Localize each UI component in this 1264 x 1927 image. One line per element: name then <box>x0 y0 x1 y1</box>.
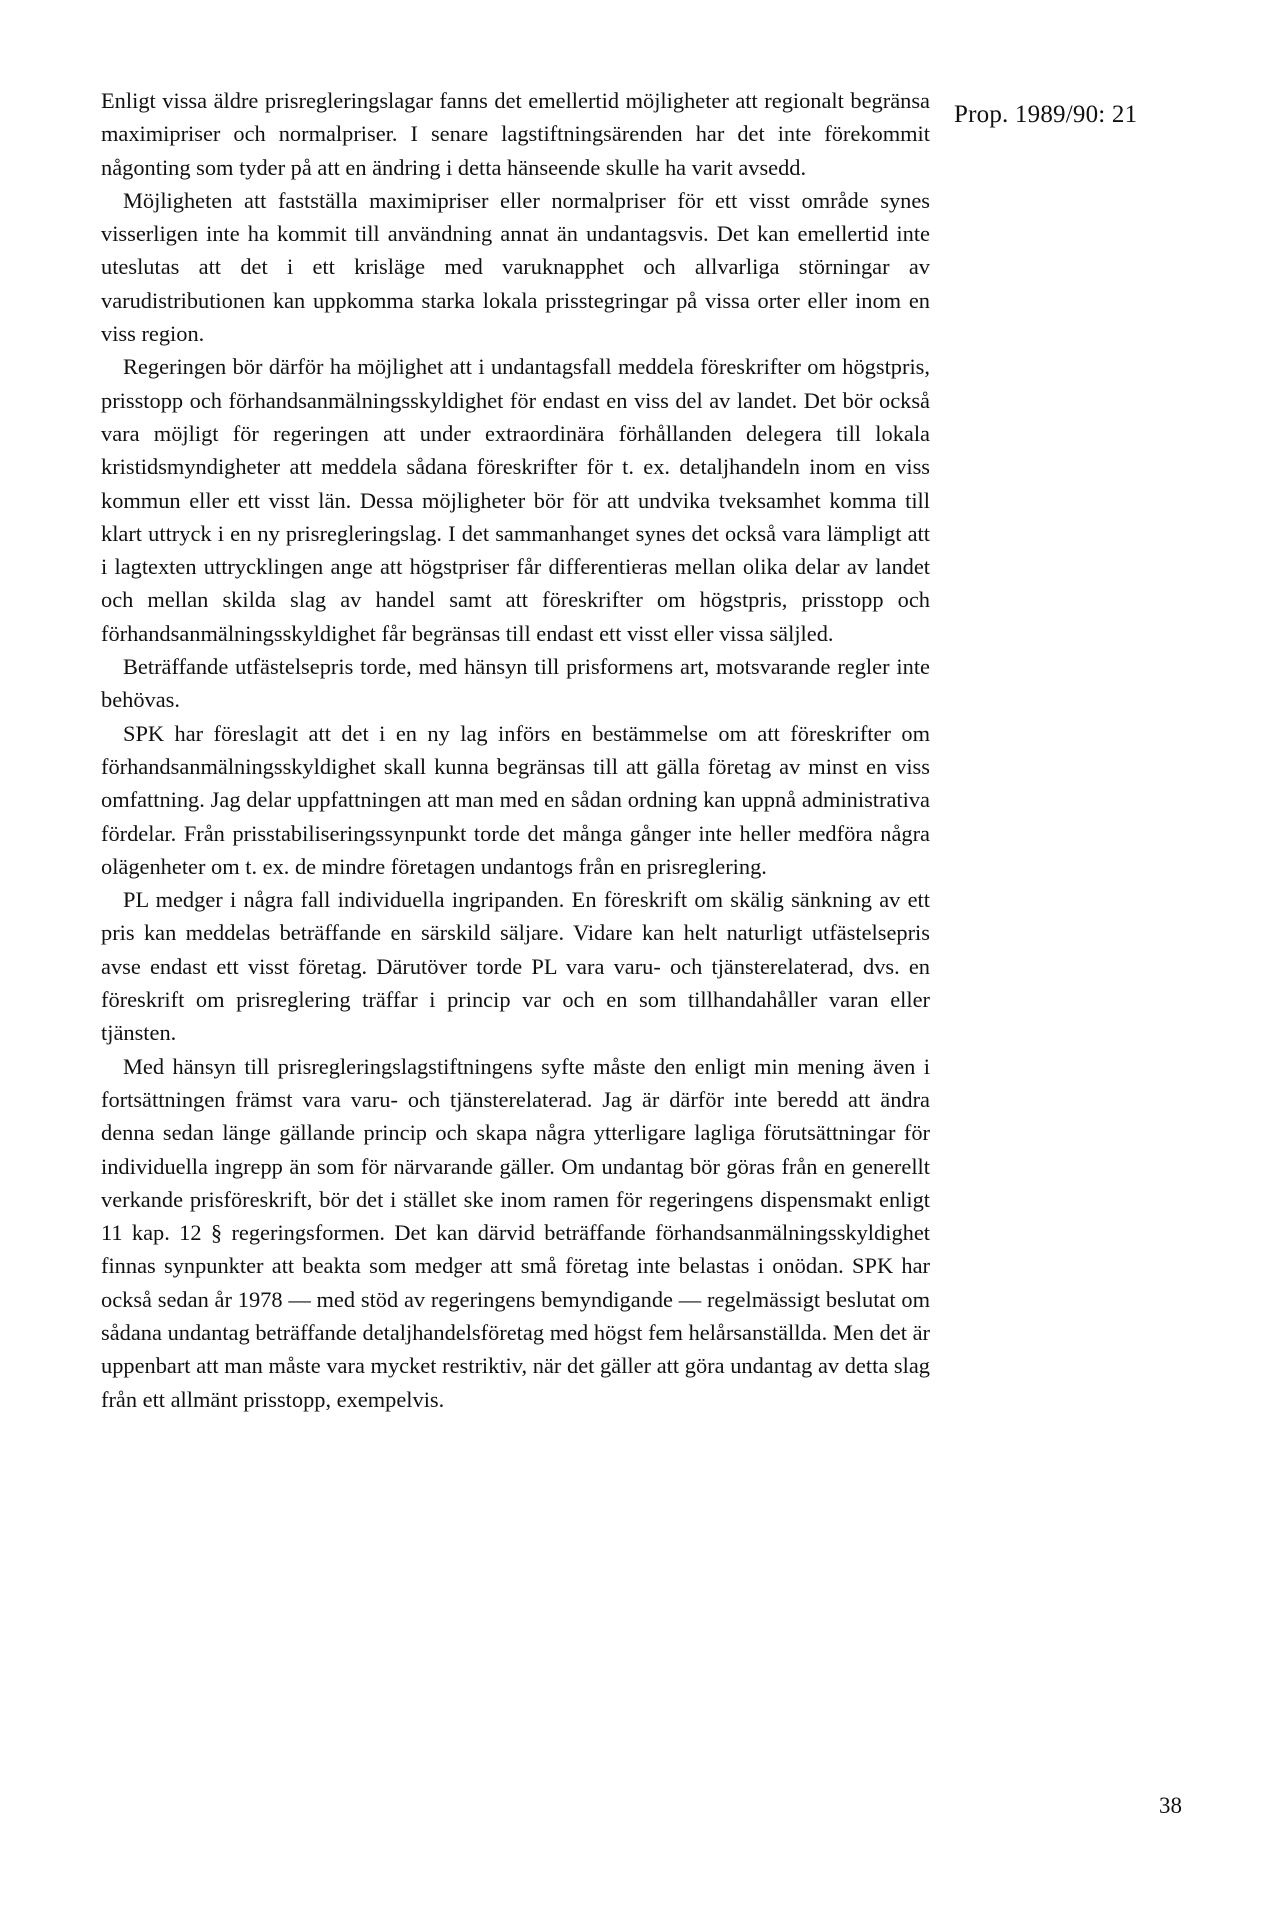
paragraph: Beträffande utfästelsepris torde, med hänsyn till prisformens art, motsvarande regler inte behövas. <box>101 654 930 713</box>
paragraph: Enligt vissa äldre prisregleringslagar fanns det emellertid möjligheter att regionalt begränsa maximipriser och normalpriser. I senare lagstiftningsärenden har det inte förekommit någonting som tyder på att en ändring i detta hänseende skulle ha varit avsedd. <box>101 88 930 180</box>
page-number: 38 <box>1159 1793 1182 1818</box>
body-text <box>101 84 930 1416</box>
paragraph: SPK har föreslagit att det i en ny lag införs en bestämmelse om att föreskrifter om förhandsanmälningsskyldighet skall kunna begränsas till att gälla företag av minst en viss omfattning. Jag delar uppfattningen att man med en sådan ordning kan uppnå administrativa fördelar. Från prisstabiliseringssynpunkt torde det många gånger inte heller medföra några olägenheter om t. ex. de mindre företagen undantogs från en prisreglering. <box>101 720 930 879</box>
paragraph: Med hänsyn till prisregleringslagstiftningens syfte måste den enligt min mening även i fortsättningen främst vara varu- och tjänsterelaterad. Jag är därför inte beredd att ändra denna sedan länge gällande princip och skapa några ytterligare lagliga förutsättningar för individuella ingrepp än som för närvarande gäller. Om undantag bör göras från en generellt verkande prisföreskrift, bör det i stället ske inom ramen för regeringens dispensmakt enligt 11 kap. 12 § regeringsformen. Det kan därvid beträffande förhandsanmälningsskyldighet finnas synpunkter att beakta som medger att små företag inte belastas i onödan. SPK har också sedan år 1978 — med stöd av regeringens bemyndigande — regelmässigt beslutat om sådana undantag beträffande detaljhandelsföretag med högst fem helårsanställda. Men det är uppenbart att man måste vara mycket restriktiv, när det gäller att göra undantag av detta slag från ett allmänt prisstopp, exempelvis. <box>101 1053 930 1412</box>
paragraph: PL medger i några fall individuella ingripanden. En föreskrift om skälig sänkning av ett pris kan meddelas beträffande en särskild säljare. Vidare kan helt naturligt utfästelsepris avse endast ett visst företag. Därutöver torde PL vara varu- och tjänsterelaterad, dvs. en föreskrift om prisreglering träffar i princip var och en som tillhandahåller varan eller tjänsten. <box>101 887 930 1046</box>
paragraph: Möjligheten att fastställa maximipriser eller normalpriser för ett visst område synes visserligen inte ha kommit till användning annat än undantagsvis. Det kan emellertid inte uteslutas att det i ett krisläge med varuknapphet och allvarliga störningar av varudistributionen kan uppkomma starka lokala prisstegringar på vissa orter eller inom en viss region. <box>101 187 930 347</box>
proposition-reference: Prop. 1989/90: 21 <box>954 101 1138 128</box>
paragraph: Regeringen bör därför ha möjlighet att i undantagsfall meddela föreskrifter om högstpris, prisstopp och förhandsanmälningsskyldighet för endast en viss del av landet. Det bör också vara möjligt för regeringen att under extraordinära förhållanden delegera till lokala kristidsmyndigheter att meddela sådana föreskrifter för t. ex. detaljhandeln inom en viss kommun eller ett visst län. Dessa möjligheter bör för att undvika tveksamhet komma till klart uttryck i en ny prisregleringslag. I det sammanhanget synes det också vara lämpligt att i lagtexten uttrycklingen ange att högstpriser får differentieras mellan olika delar av landet och mellan skilda slag av handel samt att föreskrifter om högstpris, prisstopp och förhandsanmälningsskyldighet får begränsas till endast ett visst eller vissa säljled. <box>101 354 930 646</box>
